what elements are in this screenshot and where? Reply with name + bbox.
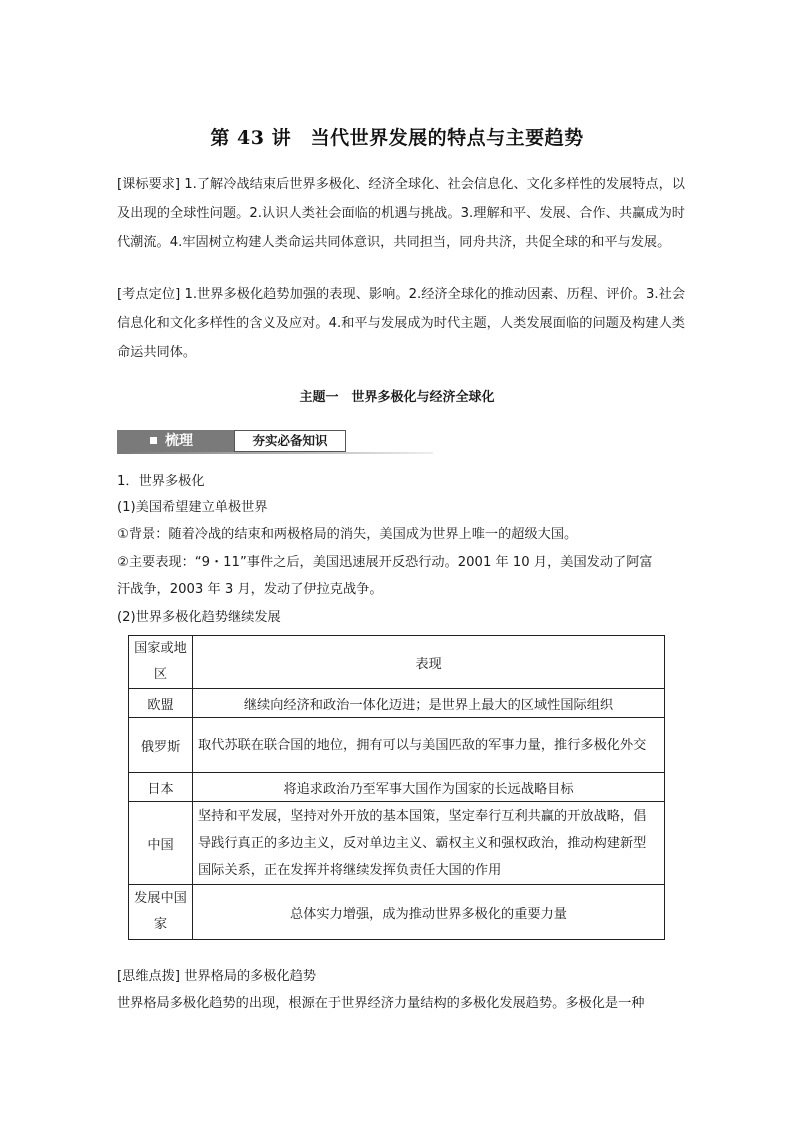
positioning-text: 1.世界多极化趋势加强的表现、影响。2.经济全球化的推动因素、历程、评价。3.社会信息化和文化多样性的含义及应对。4.和平与发展成为时代主题，人类发展面临的问题及构建人类命运共同体。	[117, 287, 686, 360]
table-cell-name: 发展中国家	[129, 885, 193, 940]
insight-heading	[117, 966, 316, 988]
requirement-text: 1.了解冷战结束后世界多极化、经济全球化、社会信息化、文化多样性的发展特点，以及出现的全球性问题。2.认识人类社会面临的机遇与挑战。3.理解和平、发展、合作、共赢成为时代潮流。4.牢固树立构建人类命运共同体意识，共同担当，同舟共济，共促全球的和平与发展。	[117, 177, 685, 250]
table-cell-name: 欧盟	[129, 689, 193, 718]
table-cell-text: 将追求政治乃至军事大国作为国家的长远战略目标	[193, 773, 665, 802]
insight-tag: [思维点拨]	[117, 969, 181, 984]
table-row	[129, 885, 665, 940]
section-heading: 1．世界多极化	[117, 474, 205, 489]
table-row	[129, 773, 665, 802]
lesson-title: 第 43 讲 当代世界发展的特点与主要趋势	[210, 127, 584, 149]
table-header-cell: 表现	[193, 636, 665, 689]
table-cell-text: 坚持和平发展，坚持对外开放的基本国策，坚定奉行互利共赢的开放战略，倡导践行真正的多边主义，反对单边主义、霸权主义和强权政治，推动构建新型国际关系，正在发挥并将继续发挥负责任大国的作用	[193, 802, 665, 885]
item-heading: (1)美国希望建立单极世界	[117, 500, 268, 515]
item-text: 汗战争，2003 年 3 月，发动了伊拉克战争。	[117, 582, 383, 597]
insight-title: 世界格局的多极化趋势	[180, 969, 317, 984]
insight-text: 世界格局多极化趋势的出现，根源在于世界经济力量结构的多极化发展趋势。多极化是一种	[117, 996, 645, 1011]
table-cell-name: 俄罗斯	[129, 718, 193, 773]
positioning-tag: [考点定位]	[117, 287, 181, 302]
table-cell-name: 日本	[129, 773, 193, 802]
exam-positioning	[117, 280, 685, 367]
table-cell-text: 继续向经济和政治一体化迈进；是世界上最大的区域性国际组织	[193, 689, 665, 718]
table-header-row	[129, 636, 665, 689]
table-row	[129, 802, 665, 885]
table-cell-text: 取代苏联在联合国的地位，拥有可以与美国匹敌的军事力量，推行多极化外交	[193, 718, 665, 773]
banner-rule	[117, 452, 433, 454]
banner-box: 夯实必备知识	[234, 430, 346, 452]
table-cell-name: 中国	[129, 802, 193, 885]
item-text: ①背景：随着冷战的结束和两极格局的消失，美国成为世界上唯一的超级大国。	[117, 527, 578, 542]
item-heading: (2)世界多极化趋势继续发展	[117, 610, 281, 625]
section-banner	[117, 430, 433, 454]
comparison-table	[128, 635, 665, 940]
table-cell-text: 总体实力增强，成为推动世界多极化的重要力量	[193, 885, 665, 940]
square-bullet-icon	[150, 437, 157, 444]
banner-label-text: 梳理	[165, 433, 193, 449]
item-text: ②主要表现：“9・11”事件之后，美国迅速展开反恐行动。2001 年 10 月，美国发动了阿富	[117, 555, 653, 570]
curriculum-requirement	[117, 170, 685, 257]
table-header-cell: 国家或地区	[129, 636, 193, 689]
table-row	[129, 718, 665, 773]
requirement-tag: [课标要求]	[117, 177, 181, 192]
topic-heading: 主题一 世界多极化与经济全球化	[299, 390, 495, 405]
banner-label	[117, 430, 234, 452]
table-row	[129, 689, 665, 718]
